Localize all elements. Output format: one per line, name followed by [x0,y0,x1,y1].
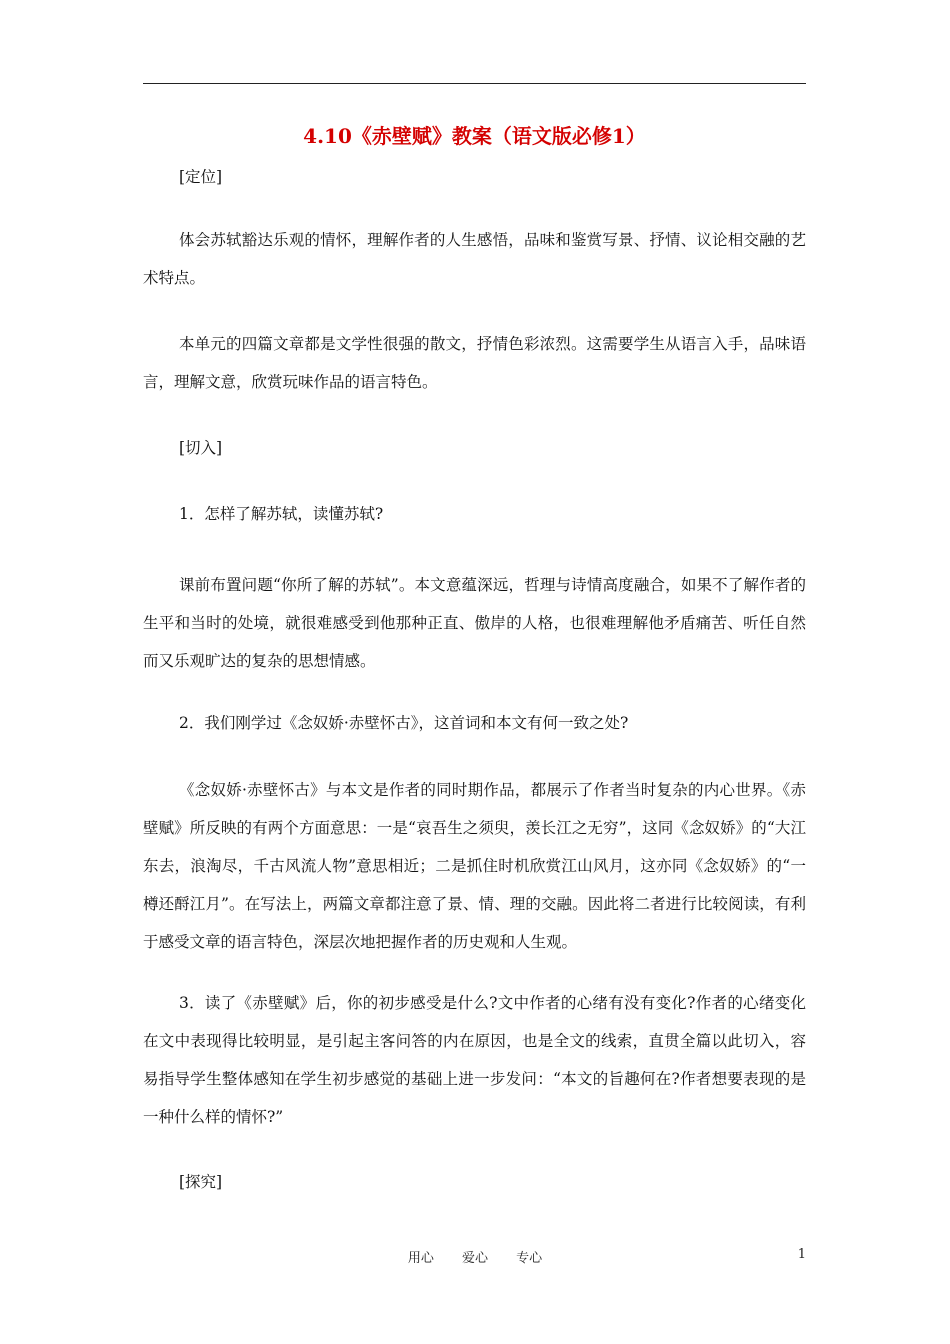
paragraph: 体会苏轼豁达乐观的情怀，理解作者的人生感悟，品味和鉴赏写景、抒情、议论相交融的艺术特点。 [143,231,806,287]
paragraph: 本单元的四篇文章都是文学性很强的散文，抒情色彩浓烈。这需要学生从语言入手，品味语言，理解文意，欣赏玩味作品的语言特色。 [143,335,806,391]
section-heading-positioning: [定位] [179,168,223,186]
question-3: 3．读了《赤壁赋》后，你的初步感受是什么?文中作者的心绪有没有变化?作者的心绪变化在文中表现得比较明显，是引起主客问答的内在原因，也是全文的线索，直贯全篇以此切入，容易指导学生整体感知在学生初步感觉的基础上进一步发问：“本文的旨趣何在?作者想要表现的是一种什么样的情怀?” [143,994,806,1126]
paragraph: 《念奴娇·赤壁怀古》与本文是作者的同时期作品，都展示了作者当时复杂的内心世界。《赤壁赋》所反映的有两个方面意思：一是“哀吾生之须臾，羡长江之无穷”，这同《念奴娇》的“大江东去，浪淘尽，千古风流人物”意思相近；二是抓住时机欣赏江山风月，这亦同《念奴娇》的“一樽还酹江月”。在写法上，两篇文章都注意了景、情、理的交融。因此将二者进行比较阅读，有利于感受文章的语言特色，深层次地把握作者的历史观和人生观。 [143,781,806,951]
question-2: 2．我们刚学过《念奴娇·赤壁怀古》，这首词和本文有何一致之处? [179,714,629,732]
footer-slogan: 用心 爱心 专心 [407,1251,543,1266]
section-heading-inquiry: [探究] [179,1173,223,1191]
header-rule [143,83,806,84]
question-1: 1．怎样了解苏轼，读懂苏轼? [179,505,384,523]
paragraph: 课前布置问题“你所了解的苏轼”。本文意蕴深远，哲理与诗情高度融合，如果不了解作者的生平和当时的处境，就很难感受到他那种正直、傲岸的人格，也很难理解他矛盾痛苦、听任自然而又乐观旷达的复杂的思想情感。 [143,576,806,670]
page-number: 1 [797,1247,806,1262]
document-title: 4.10《赤壁赋》教案（语文版必修1） [303,124,646,148]
section-heading-entry: [切入] [179,439,223,457]
